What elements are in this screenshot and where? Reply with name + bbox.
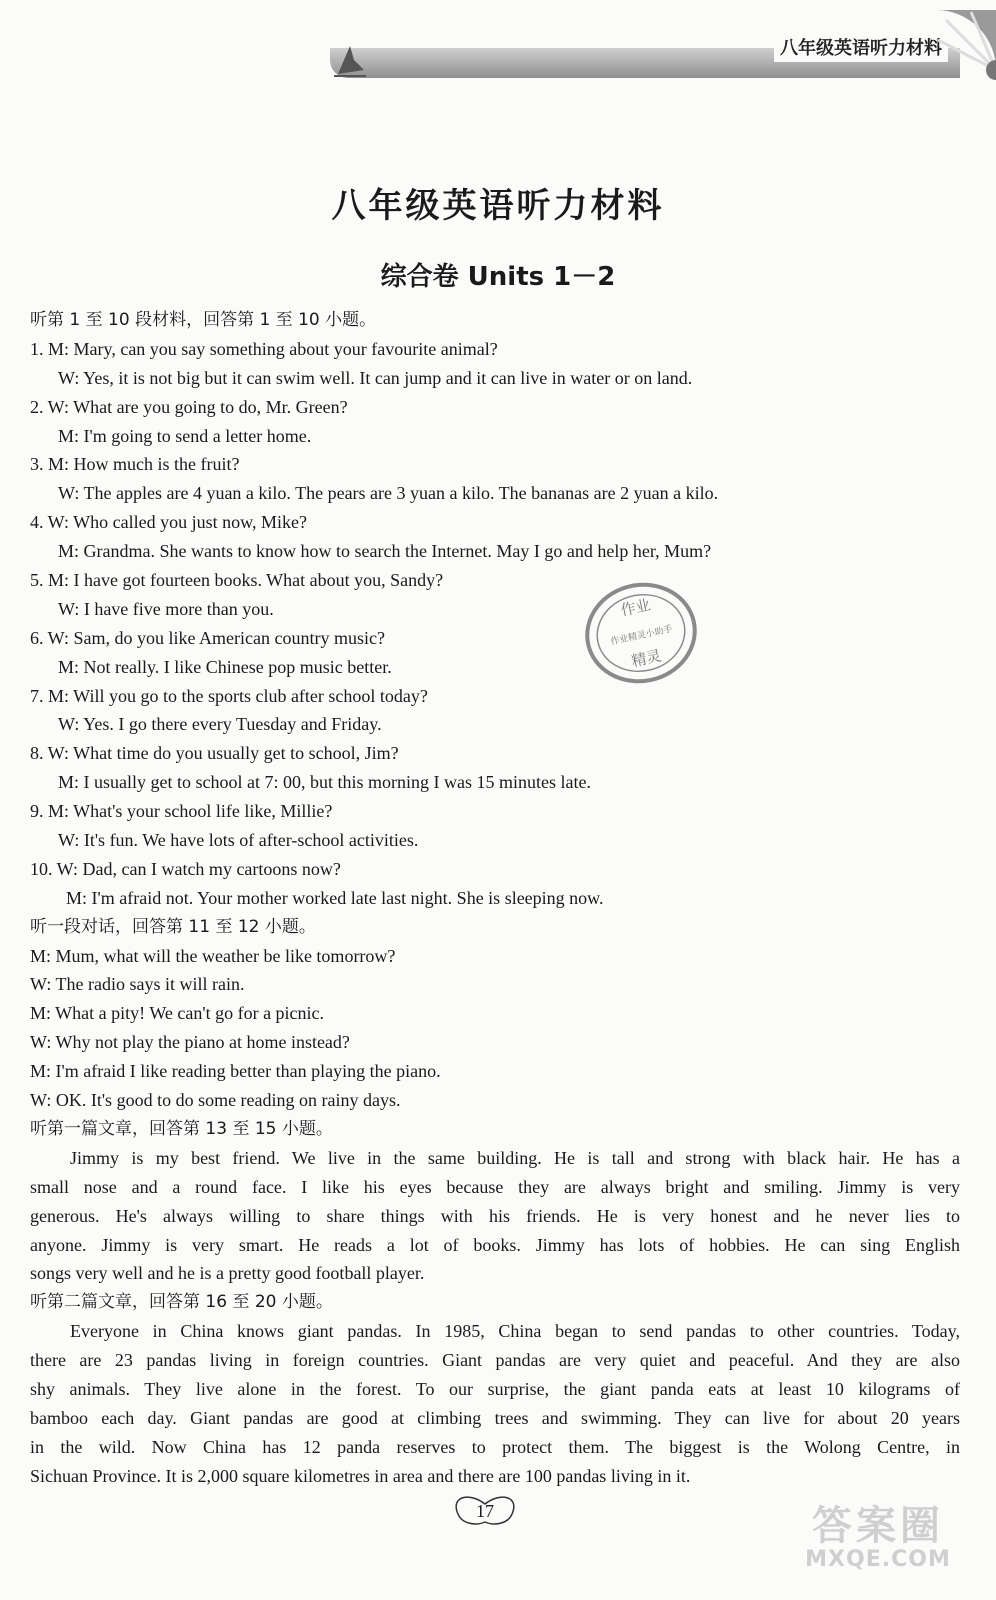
listening-material	[30, 306, 960, 1491]
answer-line: M: Not really. I like Chinese pop music better.	[58, 656, 392, 677]
svg-text:精灵: 精灵	[629, 646, 663, 671]
passage-line: Sichuan Province. It is 2,000 square kilometres in area and there are 100 pandas living in it.	[30, 1465, 691, 1486]
page-title: 八年级英语听力材料	[331, 186, 665, 226]
question-line: 4. W: Who called you just now, Mike?	[30, 512, 307, 533]
answer-line: M: I usually get to school at 7: 00, but this morning I was 15 minutes late.	[58, 772, 591, 793]
section-heading: 听第 1 至 10 段材料，回答第 1 至 10 小题。	[30, 310, 377, 330]
passage-line: bamboo each day. Giant pandas are good at climbing trees and swimming. They can live for about 20 years	[30, 1407, 960, 1428]
page-number-text: 17	[476, 1501, 494, 1521]
answer-line: W: Yes. I go there every Tuesday and Friday.	[58, 714, 382, 735]
section-heading: 听第二篇文章，回答第 16 至 20 小题。	[30, 1292, 333, 1313]
passage-line: anyone. Jimmy is very smart. He reads a lot of books. Jimmy has lots of hobbies. He can sing English	[30, 1234, 960, 1255]
passage-line: in the wild. Now China has 12 panda reserves to protect them. The biggest is the Wolong Centre, in	[30, 1436, 960, 1457]
question-line: 2. W: What are you going to do, Mr. Green?	[30, 396, 348, 417]
section-heading: 听一段对话，回答第 11 至 12 小题。	[30, 916, 316, 937]
answer-line: W: The apples are 4 yuan a kilo. The pears are 3 yuan a kilo. The bananas are 2 yuan a kilo.	[58, 483, 719, 504]
watermark-top: 答案圈	[812, 1503, 944, 1549]
watermark-bottom: MXQE.COM	[805, 1547, 951, 1572]
answer-line: W: I have five more than you.	[58, 598, 274, 619]
passage-line: shy animals. They live alone in the forest. To our surprise, the giant panda eats at least 10 kilograms of	[30, 1378, 960, 1399]
answer-line: M: I'm going to send a letter home.	[58, 425, 312, 446]
page-number	[440, 1492, 530, 1532]
passage-line: generous. He's always willing to share things with his friends. He is very honest and he never lies to	[30, 1205, 960, 1226]
question-line: 10. W: Dad, can I watch my cartoons now?	[30, 858, 341, 879]
dialogue-line: W: OK. It's good to do some reading on rainy days.	[30, 1090, 401, 1111]
svg-text:作业: 作业	[619, 595, 653, 620]
answer-line: W: It's fun. We have lots of after-school activities.	[58, 830, 419, 851]
question-line: 3. M: How much is the fruit?	[30, 454, 240, 475]
fan-ornament-icon	[916, 0, 996, 80]
passage-line: Jimmy is my best friend. We live in the same building. He is tall and strong with black hair. He has a	[70, 1147, 960, 1168]
question-line: 5. M: I have got fourteen books. What about you, Sandy?	[30, 570, 444, 591]
stamp-seal	[582, 578, 700, 688]
answer-line: W: Yes, it is not big but it can swim well. It can jump and it can live in water or on land.	[58, 367, 693, 388]
page-subtitle: 综合卷 Units 1－2	[380, 262, 616, 292]
section-heading: 听第一篇文章，回答第 13 至 15 小题。	[30, 1118, 333, 1139]
answer-line: M: Grandma. She wants to know how to search the Internet. May I go and help her, Mum?	[58, 541, 712, 562]
quill-pen-icon	[330, 40, 370, 80]
question-line: 8. W: What time do you usually get to school, Jim?	[30, 743, 399, 764]
passage-line: Everyone in China knows giant pandas. In 1985, China began to send pandas to other countries. Today,	[70, 1321, 960, 1342]
question-line: 6. W: Sam, do you like American country music?	[30, 627, 385, 648]
watermark	[778, 1504, 978, 1582]
question-line: 1. M: Mary, can you say something about your favourite animal?	[30, 338, 498, 359]
dialogue-line: M: Mum, what will the weather be like tomorrow?	[30, 945, 396, 966]
dialogue-line: M: I'm afraid I like reading better than playing the piano.	[30, 1061, 441, 1082]
answer-line: M: I'm afraid not. Your mother worked late last night. She is sleeping now.	[66, 887, 604, 908]
dialogue-line: M: What a pity! We can't go for a picnic.	[30, 1003, 325, 1024]
passage-line: there are 23 pandas living in foreign countries. Giant pandas are very quiet and peaceful. And they are also	[30, 1350, 960, 1371]
dialogue-line: W: The radio says it will rain.	[30, 974, 245, 995]
question-line: 9. M: What's your school life like, Millie?	[30, 801, 333, 822]
svg-text:作业精灵小助手: 作业精灵小助手	[609, 624, 674, 648]
dialogue-line: W: Why not play the piano at home instead?	[30, 1032, 350, 1053]
question-line: 7. M: Will you go to the sports club after school today?	[30, 685, 428, 706]
passage-line: songs very well and he is a pretty good football player.	[30, 1263, 425, 1284]
passage-line: small nose and a round face. I like his eyes because they are always bright and smiling. Jimmy is very	[30, 1176, 960, 1197]
running-header: 八年级英语听力材料	[774, 36, 948, 62]
